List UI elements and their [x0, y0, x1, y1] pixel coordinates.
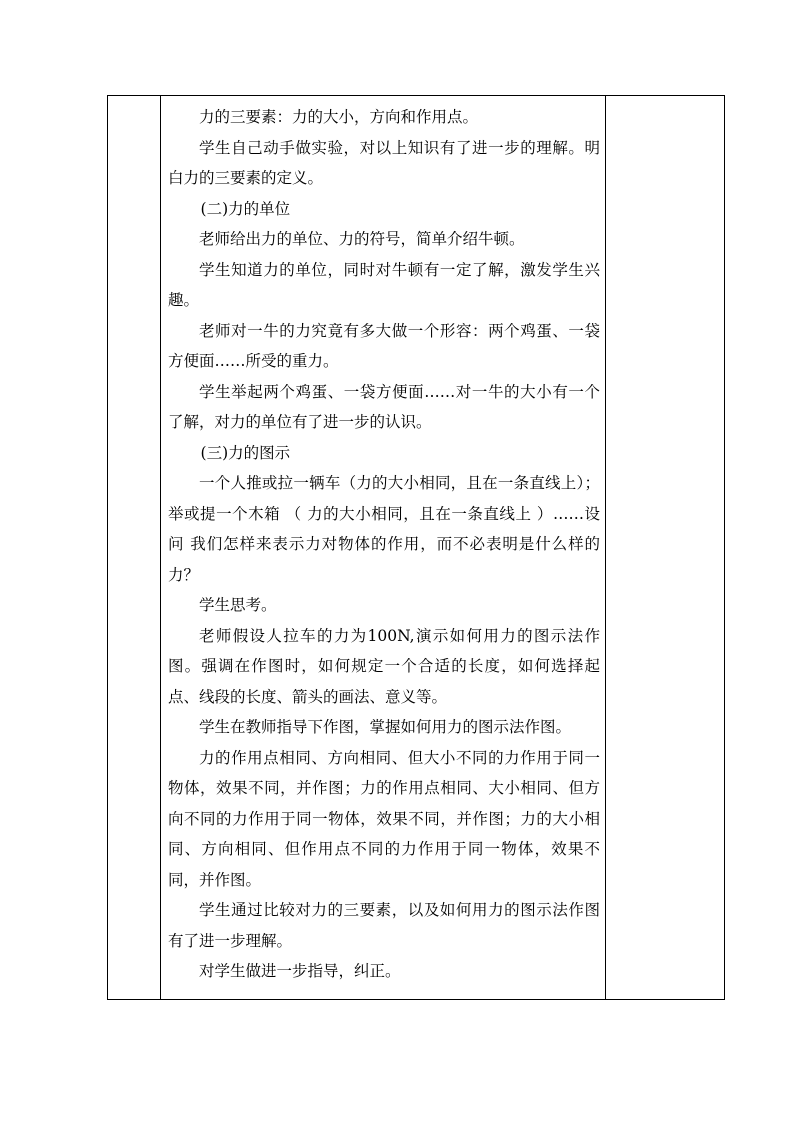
paragraph-10: 学生思考。 — [199, 596, 277, 614]
table-main-cell — [168, 102, 600, 987]
paragraph-5: 学生知道力的单位，同时对牛顿有一定了解，激发学生兴趣。 — [168, 260, 600, 309]
paragraph-1: 力的三要素：力的大小，方向和作用点。 — [199, 108, 479, 126]
paragraph-15: 对学生做进一步指导，纠正。 — [199, 962, 401, 980]
table-right-cell — [605, 96, 724, 999]
section-heading-unit: (二)力的单位 — [200, 199, 291, 218]
paragraph-6: 老师对一牛的力究竟有多大做一个形容：两个鸡蛋、一袋方便面……所受的重力。 — [168, 321, 600, 370]
table-left-cell — [108, 96, 161, 999]
paragraph-7: 学生举起两个鸡蛋、一袋方便面……对一牛的大小有一个了解，对力的单位有了进一步的认识。 — [168, 382, 600, 431]
paragraph-9: 一个人推或拉一辆车（力的大小相同，且在一条直线上）；举或提一个木箱 （ 力的大小相同，且在一条直线上 ）……设问 我们怎样来表示力对物体的作用，而不必表明是什么样的力？ — [168, 474, 600, 584]
section-heading-diagram: (三)力的图示 — [200, 443, 291, 462]
paragraph-2: 学生自己动手做实验，对以上知识有了进一步的理解。明白力的三要素的定义。 — [168, 138, 600, 187]
paragraph-11: 老师假设人拉车的力为100N,演示如何用力的图示法作图。强调在作图时，如何规定一个合适的长度，如何选择起点、线段的长度、箭头的画法、意义等。 — [168, 626, 600, 706]
paragraph-12: 学生在教师指导下作图，掌握如何用力的图示法作图。 — [199, 718, 572, 736]
paragraph-13: 力的作用点相同、方向相同、但大小不同的力作用于同一物体，效果不同，并作图；力的作用点相同、大小相同、但方向不同的力作用于同一物体，效果不同，并作图；力的大小相同、方向相同、但作用点不同的力作用于同一物体，效果不同，并作图。 — [168, 748, 600, 889]
lesson-table — [107, 95, 725, 1000]
paragraph-4: 老师给出力的单位、力的符号，简单介绍牛顿。 — [199, 230, 525, 248]
paragraph-14: 学生通过比较对力的三要素，以及如何用力的图示法作图有了进一步理解。 — [168, 901, 600, 950]
